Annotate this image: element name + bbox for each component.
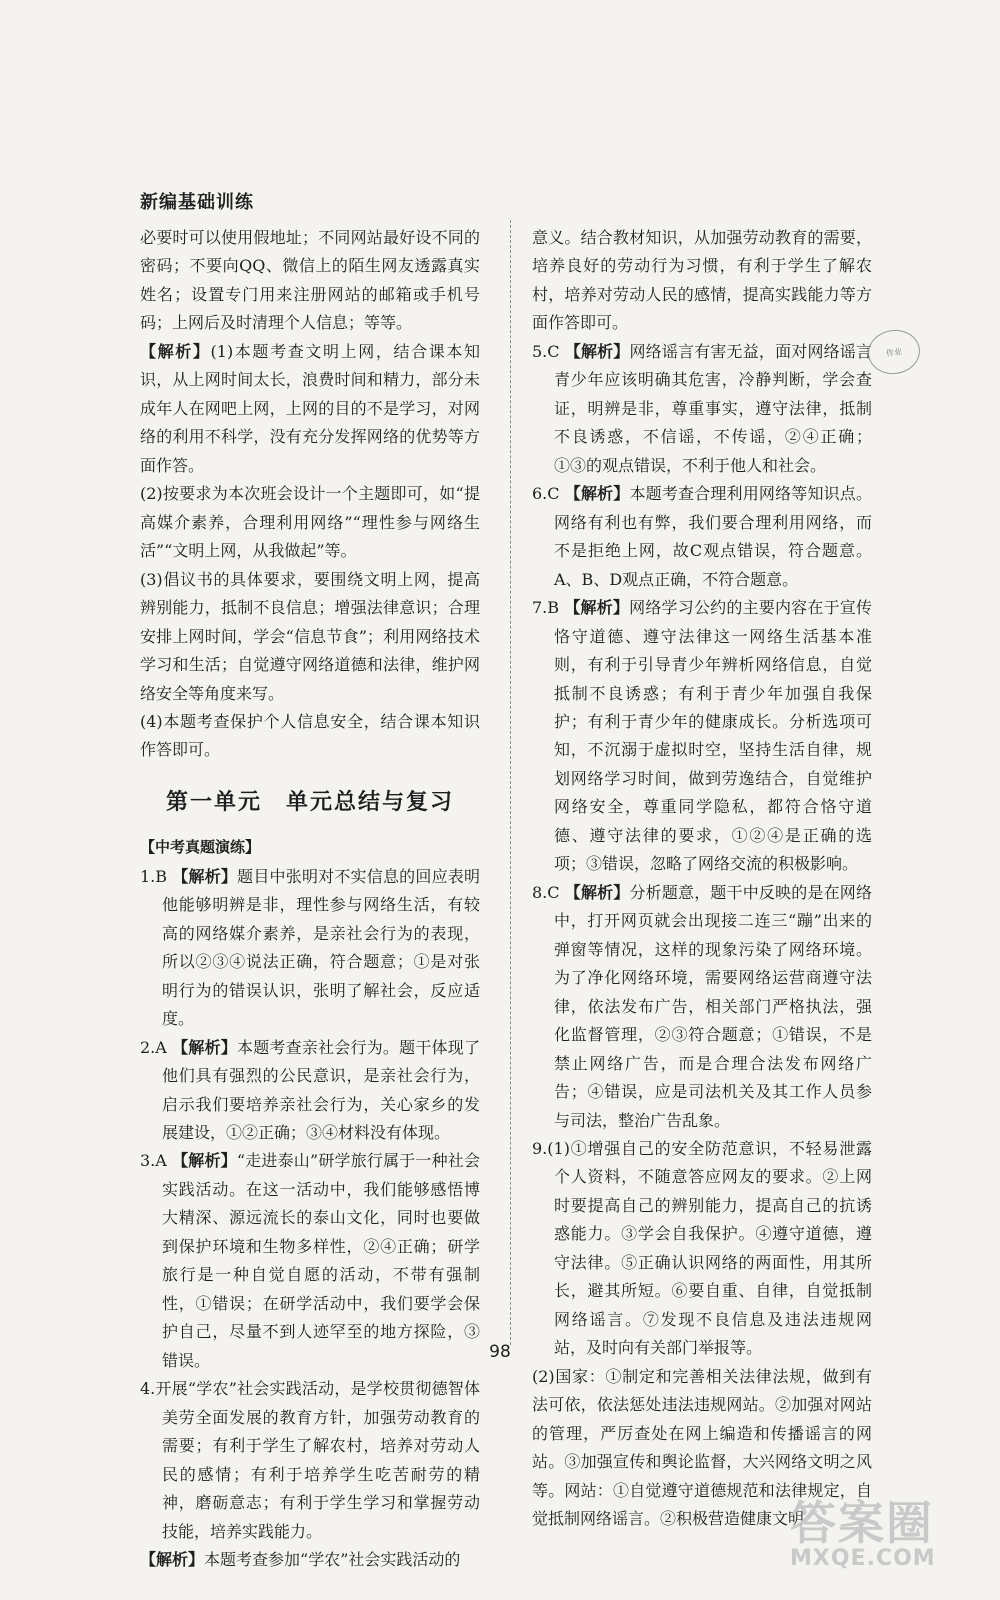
analysis-tag: 【解析】 [564, 341, 630, 361]
answer-1 [140, 863, 480, 1034]
answer-2-text: 本题考查亲社会行为。题干体现了他们具有强烈的公民意识，是亲社会行为，启示我们要培养亲社会行为，关心家乡的发展建设，①②正确；③④材料没有体现。 [162, 1037, 480, 1142]
answer-1-head: 1.B [140, 866, 168, 886]
answer-4: 4.开展“学农”社会实践活动，是学校贯彻德智体美劳全面发展的教育方针，加强劳动教育的需要；有利于学生了解农村，培养对劳动人民的感情；有利于培养学生吃苦耐劳的精神，磨砺意志；有利于学生学习和掌握劳动技能，培养实践能力。 [140, 1379, 480, 1541]
left-p1: 必要时可以使用假地址；不同网站最好设不同的密码；不要向QQ、微信上的陌生网友透露真实姓名；设置专门用来注册网站的邮箱或手机号码；上网后及时清理个人信息；等等。 [140, 228, 480, 333]
book-title: 新编基础训练 [140, 192, 254, 213]
analysis-tag: 【解析】 [172, 1151, 237, 1171]
analysis-tag: 【解析】 [172, 1037, 237, 1057]
answer-4-analysis [140, 1546, 480, 1574]
answer-6 [532, 480, 872, 594]
left-p4: (3)倡议书的具体要求，要围绕文明上网，提高辨别能力，抵制不良信息；增强法律意识；合理安排上网时间，学会“信息节食”；利用网络技术学习和生活；自觉遵守网络道德和法律，维护网络安全等角度来写。 [140, 569, 480, 703]
analysis-tag: 【解析】 [564, 882, 630, 902]
unit-title: 第一单元 单元总结与复习 [165, 788, 454, 815]
answer-7-text: 网络学习公约的主要内容在于宣传恪守道德、遵守法律这一网络生活基本准则，有利于引导青少年辨析网络信息，自觉抵制不良诱惑；有利于青少年加强自我保护；有利于青少年的健康成长。分析选项可知，不沉溺于虚拟时空，坚持生活自律，规划网络学习时间，做到劳逸结合，自觉维护网络安全，尊重同学隐私，都符合恪守道德、遵守法律的要求，①②④是正确的选项；③错误，忽略了网络交流的积极影响。 [554, 598, 872, 874]
analysis-tag: 【解析】 [172, 866, 238, 886]
answer-7 [532, 594, 872, 879]
right-column [532, 224, 872, 1534]
analysis-tag: 【解析】 [140, 341, 211, 361]
analysis-tag: 【解析】 [140, 1550, 205, 1569]
answer-2-head: 2.A [140, 1037, 167, 1057]
answer-9-part1: 9.(1)①增强自己的安全防范意识，不轻易泄露个人资料，不随意答应网友的要求。②上网时要提高自己的辨别能力，提高自己的抗诱惑能力。③学会自我保护。④遵守道德，遵守法律。⑤正确认识网络的两面性，用其所长，避其所短。⑥要自重、自律，自觉抵制网络谣言。⑦发现不良信息及违法违规网站，及时向有关部门举报等。 [532, 1139, 872, 1358]
left-p2 [140, 338, 480, 480]
left-p2-text: (1)本题考查文明上网，结合课本知识，从上网时间太长，浪费时间和精力，部分未成年人在网吧上网，上网的目的不是学习，对网络的利用不科学，没有充分发挥网络的优势等方面作答。 [140, 341, 480, 475]
stamp-icon [865, 327, 923, 378]
answer-9-part2: (2)国家：①制定和完善相关法律法规，做到有法可依，依法惩处违法违规网站。②加强对网站的管理，严厉查处在网上编造和传播谣言的网站。③加强宣传和舆论监督，大兴网络文明之风等。网站：①自觉遵守道德规范和法律规定，自觉抵制网络谣言。②积极营造健康文明 [532, 1366, 872, 1529]
right-p1: 意义。结合教材知识，从加强劳动教育的需要，培养良好的劳动行为习惯，有利于学生了解农村，培养对劳动人民的感情，提高实践能力等方面作答即可。 [532, 228, 872, 333]
watermark-line2: MXQE.COM [790, 1546, 936, 1571]
answer-8 [532, 879, 872, 1135]
watermark-logo [790, 1496, 990, 1590]
answer-1-text: 题目中张明对不实信息的回应表明他能够明辨是非，理性参与网络生活，有较高的网络媒介素养，是亲社会行为的表现，所以②③④说法正确，符合题意；①是对张明行为的错误认识，张明了解社会，反应适度。 [162, 866, 480, 1029]
answer-6-head: 6.C [532, 484, 560, 504]
answer-3-head: 3.A [140, 1151, 167, 1171]
answer-7-head: 7.B [532, 598, 560, 618]
answer-5-text: 网络谣言有害无益，面对网络谣言青少年应该明确其危害，冷静判断，学会查证，明辨是非，尊重事实，遵守法律，抵制不良诱惑，不信谣，不传谣，②④正确；①③的观点错误，不利于他人和社会。 [554, 341, 872, 475]
stamp-text: 作业 [885, 346, 903, 358]
left-p5: (4)本题考查保护个人信息安全，结合课本知识作答即可。 [140, 711, 480, 760]
column-divider [510, 220, 511, 1345]
answer-3-text: “走进泰山”研学旅行属于一种社会实践活动。在这一活动中，我们能够感悟博大精深、源远流长的泰山文化，同时也要做到保护环境和生物多样性，②④正确；研学旅行是一种自觉自愿的活动，不带有强制性，①错误；在研学活动中，我们要学会保护自己，尽量不到人迹罕至的地方探险，③错误。 [162, 1151, 480, 1370]
answer-4-analysis-text: 本题考查参加“学农”社会实践活动的 [204, 1550, 461, 1569]
answer-2 [140, 1034, 480, 1148]
page-number: 98 [489, 1342, 511, 1362]
analysis-tag: 【解析】 [564, 598, 630, 618]
watermark-line1: 答案圈 [790, 1496, 934, 1550]
answer-5 [532, 338, 872, 480]
section-tag: 【中考真题演练】 [140, 838, 261, 857]
left-column [140, 224, 480, 1574]
answer-8-text: 分析题意，题干中反映的是在网络中，打开网页就会出现接二连三“蹦”出来的弹窗等情况，这样的现象污染了网络环境。为了净化网络环境，需要网络运营商遵守法律，依法发布广告，相关部门严格执法，强化监督管理，②③符合题意；①错误，不是禁止网络广告，而是合理合法发布网络广告；④错误，应是司法机关及其工作人员参与司法，整治广告乱象。 [554, 882, 872, 1130]
answer-8-head: 8.C [532, 882, 560, 902]
left-p3: (2)按要求为本次班会设计一个主题即可，如“提高媒介素养，合理利用网络”“理性参与网络生活”“文明上网，从我做起”等。 [140, 484, 480, 561]
answer-6-text: 本题考查合理利用网络等知识点。网络有利也有弊，我们要合理利用网络，而不是拒绝上网，故C观点错误，符合题意。A、B、D观点正确，不符合题意。 [554, 484, 872, 589]
answer-5-head: 5.C [532, 341, 560, 361]
analysis-tag: 【解析】 [564, 484, 630, 504]
